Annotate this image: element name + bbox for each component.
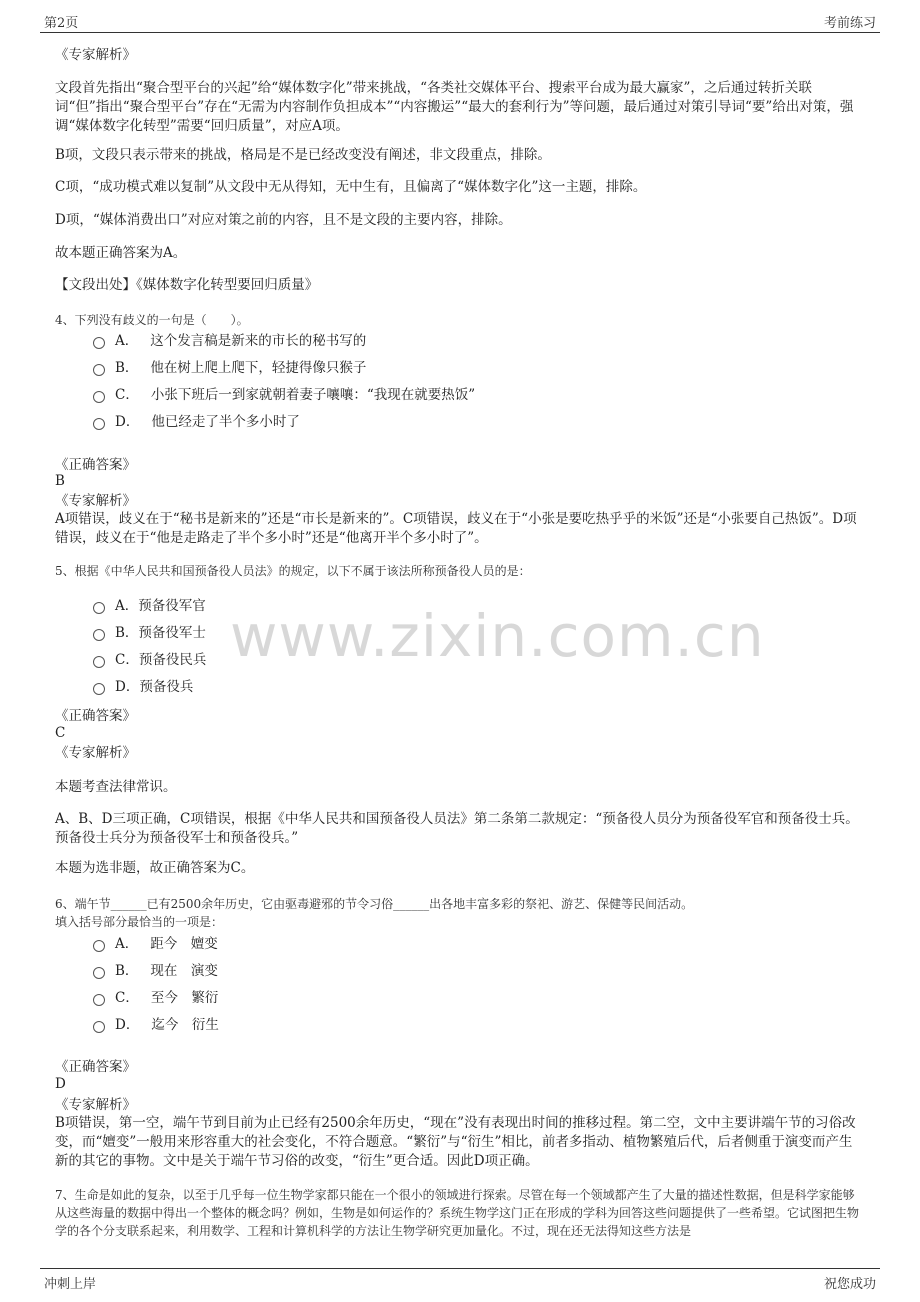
q6-option-b[interactable]: B． 现在 演变 xyxy=(93,962,218,981)
radio-icon[interactable] xyxy=(93,683,105,695)
radio-icon[interactable] xyxy=(93,1021,105,1033)
q4-option-c[interactable]: C． 小张下班后一到家就朝着妻子嚷嚷：“我现在就要热饭” xyxy=(93,386,475,405)
q4-expert-label: 《专家解析》 xyxy=(55,493,136,509)
footer-left: 冲刺上岸 xyxy=(44,1277,97,1292)
q6-question: 6、端午节______已有2500余年历史，它由驱毒避邪的节令习俗______出各地丰富多彩的祭祀、游艺、保健等民间活动。 xyxy=(55,897,694,911)
q6-expert-label: 《专家解析》 xyxy=(55,1097,136,1113)
radio-icon[interactable] xyxy=(93,994,105,1006)
radio-icon[interactable] xyxy=(93,337,105,349)
q6-option-a[interactable]: A． 距今 嬗变 xyxy=(93,935,218,954)
q6-analysis: B项错误，第一空，端午节到目前为止已经有2500余年历史，“现在”没有表现出时间的推移过程。第二空，文中主要讲端午节的习俗改变，而“嬗变”一般用来形容重大的社会变化，不符合题意。“繁衍”与“衍生”相比，前者多指动、植物繁殖后代，后者侧重于演变而产生新的其它的事物。文中是关于端午节习俗的改变，“衍生”更合适。因此D项正确。 xyxy=(55,1115,856,1169)
q5-analysis-p1: 本题考查法律常识。 xyxy=(55,779,177,795)
q6-answer: D xyxy=(55,1076,66,1092)
q3-option-c-analysis: C项，“成功模式难以复制”从文段中无从得知，无中生有，且偏离了“媒体数字化”这一主题，排除。 xyxy=(55,179,647,195)
q6-option-c[interactable]: C． 至今 繁衍 xyxy=(93,989,218,1008)
q6-instruction: 填入括号部分最恰当的一项是： xyxy=(55,915,224,929)
q3-option-d-analysis: D项，“媒体消费出口”对应对策之前的内容，且不是文段的主要内容，排除。 xyxy=(55,212,512,228)
q4-analysis: A项错误，歧义在于“秘书是新来的”还是“市长是新来的”。C项错误，歧义在于“小张是要吃热乎乎的米饭”还是“小张要自己热饭”。D项错误，歧义在于“他是走路走了半个多小时”还是“他离开半个多小时了”。 xyxy=(55,511,857,546)
q6-answer-label: 《正确答案》 xyxy=(55,1059,136,1075)
radio-icon[interactable] xyxy=(93,364,105,376)
watermark: www.zixin.com.cn xyxy=(230,602,765,670)
radio-icon[interactable] xyxy=(93,656,105,668)
q3-answer-line: 故本题正确答案为A。 xyxy=(55,245,187,261)
q7-question: 7、生命是如此的复杂，以至于几乎每一位生物学家都只能在一个很小的领域进行探索。尽管在每一个领域都产生了大量的描述性数据，但是科学家能够从这些海量的数据中得出一个整体的概念吗？例如，生物是如何运作的？系统生物学这门正在形成的学科为回答这些问题提供了一些希望。它试图把生物学的各个分支联系起来，利用数学、工程和计算机科学的方法让生物学研究更加量化。不过，现在还无法得知这些方法是 xyxy=(55,1188,860,1238)
q3-source: 【文段出处】《媒体数字化转型要回归质量》 xyxy=(55,277,319,293)
q3-expert-label: 《专家解析》 xyxy=(55,47,136,63)
radio-icon[interactable] xyxy=(93,629,105,641)
q5-analysis-p3: 本题为选非题，故正确答案为C。 xyxy=(55,860,255,876)
radio-icon[interactable] xyxy=(93,602,105,614)
q4-option-b[interactable]: B． 他在树上爬上爬下，轻捷得像只猴子 xyxy=(93,359,366,378)
q5-option-a[interactable]: A．预备役军官 xyxy=(93,597,206,616)
radio-icon[interactable] xyxy=(93,418,105,430)
radio-icon[interactable] xyxy=(93,391,105,403)
q4-answer: B xyxy=(55,473,65,489)
q3-analysis: 文段首先指出“聚合型平台的兴起”给“媒体数字化”带来挑战，“各类社交媒体平台、搜索平台成为最大赢家”，之后通过转折关联词“但”指出“聚合型平台”存在“无需为内容制作负担成本”“内容搬运”“最大的套利行为”等问题，最后通过对策引导词“要”给出对策，强调“媒体数字化转型”需要“回归质量”，对应A项。 xyxy=(55,80,854,134)
q5-option-c[interactable]: C．预备役民兵 xyxy=(93,651,206,670)
q5-answer: C xyxy=(55,725,66,741)
header-title: 考前练习 xyxy=(823,16,876,31)
q6-option-d[interactable]: D． 迄今 衍生 xyxy=(93,1016,219,1035)
radio-icon[interactable] xyxy=(93,940,105,952)
q5-option-b[interactable]: B．预备役军士 xyxy=(93,624,206,643)
radio-icon[interactable] xyxy=(93,967,105,979)
q4-answer-label: 《正确答案》 xyxy=(55,457,136,473)
q3-option-b-analysis: B项，文段只表示带来的挑战，格局是不是已经改变没有阐述，非文段重点，排除。 xyxy=(55,147,551,163)
page-number: 第2页 xyxy=(44,16,79,31)
q4-option-a[interactable]: A． 这个发言稿是新来的市长的秘书写的 xyxy=(93,332,366,351)
page-footer xyxy=(40,1268,880,1292)
q5-expert-label: 《专家解析》 xyxy=(55,745,136,761)
q4-option-d[interactable]: D． 他已经走了半个多小时了 xyxy=(93,413,300,432)
q5-answer-label: 《正确答案》 xyxy=(55,708,136,724)
q5-question: 5、根据《中华人民共和国预备役人员法》的规定，以下不属于该法所称预备役人员的是： xyxy=(55,564,531,578)
page-header xyxy=(40,10,880,33)
q5-analysis-p2: A、B、D三项正确，C项错误，根据《中华人民共和国预备役人员法》第二条第二款规定：“预备役人员分为预备役军官和预备役士兵。预备役士兵分为预备役军士和预备役兵。” xyxy=(55,811,859,846)
q5-option-d[interactable]: D．预备役兵 xyxy=(93,678,193,697)
q4-question: 4、下列没有歧义的一句是（ ）。 xyxy=(55,313,249,327)
footer-right: 祝您成功 xyxy=(823,1277,876,1292)
